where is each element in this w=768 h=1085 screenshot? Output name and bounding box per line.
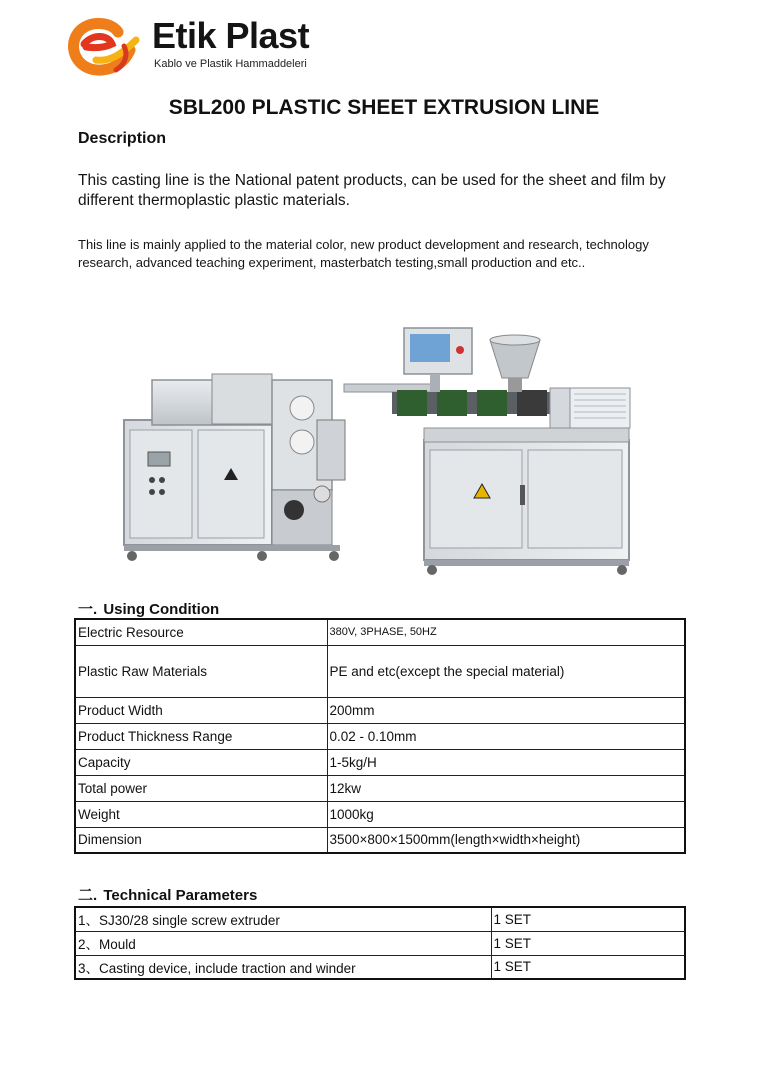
table-row <box>75 907 685 931</box>
technical-parameters-heading <box>78 884 257 905</box>
table-row <box>75 801 685 827</box>
technical-parameters-number: 二. <box>78 887 98 904</box>
table-row <box>75 697 685 723</box>
table-cell-value: 3500×800×1500mm(length×width×height) <box>327 827 685 853</box>
table-cell-qty: 1 SET <box>491 931 685 955</box>
table-cell-label: Product Thickness Range <box>75 723 327 749</box>
table-row <box>75 645 685 697</box>
using-condition-title: Using Condition <box>103 601 220 618</box>
description-paragraph-1: This casting line is the National patent products, can be used for the sheet and film by different thermoplastic plastic materials. <box>78 172 666 209</box>
description-heading: Description <box>78 130 167 147</box>
technical-parameters-title: Technical Parameters <box>103 887 258 904</box>
table-cell-value: 1000kg <box>327 801 685 827</box>
brand-tagline: Kablo ve Plastik Hammaddeleri <box>154 58 307 70</box>
brand-name: Etik Plast <box>152 15 310 56</box>
table-cell-label: Total power <box>75 775 327 801</box>
table-row <box>75 619 685 645</box>
table-row <box>75 749 685 775</box>
table-cell-value: 200mm <box>327 697 685 723</box>
table-row <box>75 931 685 955</box>
table-cell-qty: 1 SET <box>491 955 685 979</box>
table-cell-label: Electric Resource <box>75 619 327 645</box>
table-cell-qty: 1 SET <box>491 907 685 931</box>
page-title: SBL200 PLASTIC SHEET EXTRUSION LINE <box>168 96 600 119</box>
extrusion-line-photo <box>112 310 642 586</box>
table-cell-value: 380V, 3PHASE, 50HZ <box>327 619 685 645</box>
table-cell-value: 12kw <box>327 775 685 801</box>
table-cell-label: Weight <box>75 801 327 827</box>
using-condition-heading <box>78 598 219 619</box>
technical-parameters-table <box>74 906 686 980</box>
table-cell-item: 1、SJ30/28 single screw extruder <box>75 907 491 931</box>
using-condition-number: 一. <box>78 601 98 618</box>
etik-plast-logo-icon <box>66 14 142 76</box>
table-cell-value: PE and etc(except the special material) <box>327 645 685 697</box>
table-row <box>75 827 685 853</box>
table-row <box>75 955 685 979</box>
table-cell-item: 2、Mould <box>75 931 491 955</box>
table-cell-label: Product Width <box>75 697 327 723</box>
table-cell-label: Capacity <box>75 749 327 775</box>
table-cell-label: Plastic Raw Materials <box>75 645 327 697</box>
description-paragraph-2: This line is mainly applied to the material color, new product development and research, technology research, advanced teaching experiment, masterbatch testing,small production and etc.. <box>78 237 649 270</box>
table-cell-item: 3、Casting device, include traction and winder <box>75 955 491 979</box>
table-cell-label: Dimension <box>75 827 327 853</box>
using-condition-table <box>74 618 686 854</box>
table-cell-value: 1-5kg/H <box>327 749 685 775</box>
table-row <box>75 723 685 749</box>
table-cell-value: 0.02 - 0.10mm <box>327 723 685 749</box>
brand-logo <box>66 14 336 76</box>
table-row <box>75 775 685 801</box>
